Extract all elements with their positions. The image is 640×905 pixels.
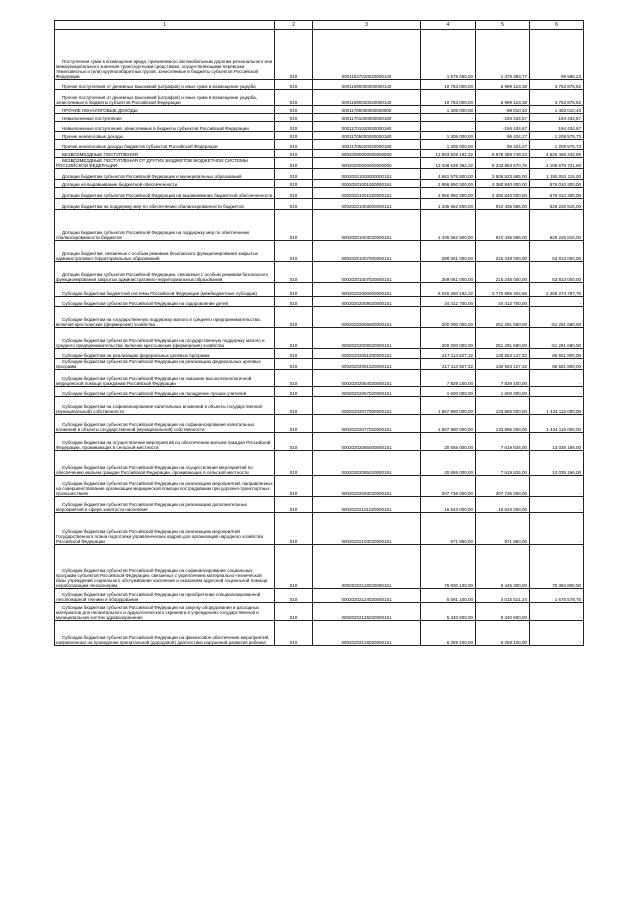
row-line-code: 010 — [275, 603, 313, 621]
row-unexecuted: 3 753 876,62 — [530, 80, 584, 90]
row-name: Субсидии бюджетам субъектов Российской Федерации на поощрение лучших учителей — [55, 387, 275, 397]
row-approved: 200 000 000,00 — [421, 307, 476, 328]
row-budget-code: 00020200000000000000 — [313, 158, 421, 169]
row-executed: 130 563 127,32 — [476, 359, 530, 370]
row-approved: 13 603 829 192,32 — [421, 150, 476, 158]
row-executed: 215 248 000,00 — [476, 241, 530, 262]
row-unexecuted: -51 291 680,00 — [530, 328, 584, 349]
row-budget-code: 00020202124020000151 — [313, 589, 421, 603]
row-approved: 20 655 000,00 — [421, 433, 476, 451]
table-row — [55, 158, 584, 169]
table-row — [55, 328, 584, 349]
row-name: Субсидии бюджетам на реализацию федеральных целевых программ — [55, 349, 275, 359]
row-unexecuted: 1 208 575,73 — [530, 140, 584, 150]
row-budget-code: 00020202000000000151 — [313, 283, 421, 297]
row-line-code: 010 — [275, 349, 313, 359]
row-line-code: 010 — [275, 262, 313, 283]
row-name: Дотации бюджетам субъектов Российской Федерации на выравнивание бюджетной обеспеченности — [55, 188, 275, 199]
row-name: Субсидии бюджетам на софинансирование капитальных вложений в объекты государственной (муниципальной) собственности — [55, 397, 275, 415]
row-line-code: 010 — [275, 188, 313, 199]
table-row — [55, 349, 584, 359]
row-budget-code: 00011637020020000140 — [313, 30, 421, 80]
row-line-code: 010 — [275, 199, 313, 210]
budget-table — [54, 20, 584, 646]
row-line-code: 010 — [275, 241, 313, 262]
row-unexecuted: 70 384 800,00 — [530, 545, 584, 589]
table-row — [55, 262, 584, 283]
row-unexecuted: 576 010 300,00 — [530, 188, 584, 199]
table-row — [55, 169, 584, 180]
row-budget-code: 00020202051000000151 — [313, 349, 421, 359]
row-name: БЕЗВОЗМЕЗДНЫЕ ПОСТУПЛЕНИЯ — [55, 150, 275, 158]
row-unexecuted: 1 434 115 000,00 — [530, 397, 584, 415]
row-executed: 7 619 834,00 — [476, 451, 530, 476]
table-row — [55, 114, 584, 122]
row-unexecuted: 86 551 800,00 — [530, 349, 584, 359]
row-approved: 217 114 927,32 — [421, 359, 476, 370]
row-approved: - — [421, 114, 476, 122]
table-row — [55, 297, 584, 307]
row-unexecuted: 1 403 010,40 — [530, 106, 584, 114]
row-unexecuted: - — [530, 621, 584, 646]
row-line-code: 010 — [275, 122, 313, 132]
row-executed: 16 543 000,00 — [476, 497, 530, 513]
row-line-code: 010 — [275, 415, 313, 433]
row-line-code: 010 — [275, 114, 313, 122]
row-approved: 5 026 260 192,32 — [421, 283, 476, 297]
row-unexecuted: 194 434,67 — [530, 122, 584, 132]
row-unexecuted: 13 035 166,00 — [530, 433, 584, 451]
row-unexecuted: 2 255 274 787,76 — [530, 283, 584, 297]
row-budget-code: 00011701000000000180 — [313, 114, 421, 122]
row-executed: 130 563 127,32 — [476, 349, 530, 359]
row-executed: 6 259 100,00 — [476, 621, 530, 646]
row-line-code: 010 — [275, 106, 313, 114]
row-budget-code: 00011701020020000180 — [313, 122, 421, 132]
header-cell: 3 — [313, 21, 421, 30]
table-row — [55, 283, 584, 297]
row-approved: 1 600 000,00 — [421, 387, 476, 397]
row-name: Субсидии бюджетам субъектов Российской Федерации на финансовое обеспечение мероприятий, направленных на проведение пренатальной (дородовой) диагностики нарушений развития ребенка — [55, 621, 275, 646]
table-row — [55, 387, 584, 397]
row-line-code: 010 — [275, 621, 313, 646]
row-executed: 971 850,00 — [476, 513, 530, 545]
row-line-code: 010 — [275, 476, 313, 497]
row-approved: 7 829 100,00 — [421, 370, 476, 387]
row-unexecuted: - — [530, 297, 584, 307]
header-cell: 4 — [421, 21, 476, 30]
table-row — [55, 80, 584, 90]
row-approved: 217 114 827,32 — [421, 349, 476, 359]
row-unexecuted: 3 753 876,62 — [530, 90, 584, 106]
row-name: Субсидии бюджетам субъектов Российской Федерации на оказание высокотехнологичной медицинской помощи гражданам Российской Федерации — [55, 370, 275, 387]
row-name: Субсидии бюджетам субъектов Российской Федерации на реализацию мероприятий, направленных на совершенствование организации медицинской помощи пострадавшим при дорожно-транспортных происшествиях — [55, 476, 275, 497]
row-executed: 133 865 000,00 — [476, 415, 530, 433]
row-executed: 251 291 680,00 — [476, 307, 530, 328]
row-line-code: 010 — [275, 359, 313, 370]
row-budget-code: 00011700000000000000 — [313, 106, 421, 114]
row-unexecuted: 99 666,23 — [530, 30, 584, 80]
table-row — [55, 415, 584, 433]
row-name: Субсидии бюджетам субъектов Российской Федерации на реализацию федеральных целевых программ — [55, 359, 275, 370]
row-budget-code: 00020202085000000151 — [313, 433, 421, 451]
row-budget-code: 00020201003000000151 — [313, 199, 421, 210]
row-unexecuted: 525 226 815,00 — [530, 199, 584, 210]
row-line-code: 010 — [275, 397, 313, 415]
row-approved: 200 000 000,00 — [421, 328, 476, 349]
row-name: Прочие поступления от денежных взысканий (штрафов) и иных сумм в возмещение ущерба — [55, 80, 275, 90]
table-row — [55, 140, 584, 150]
row-name: Прочие неналоговые доходы — [55, 132, 275, 140]
row-approved: 1 435 662 500,00 — [421, 199, 476, 210]
row-line-code: 010 — [275, 307, 313, 328]
table-row — [55, 589, 584, 603]
row-executed: 1 475 393,77 — [476, 30, 530, 80]
row-executed: 4 015 521,24 — [476, 589, 530, 603]
row-budget-code: 00020202077020000151 — [313, 415, 421, 433]
row-name: Дотации бюджетам, связанные с особым режимом безопасного функционирования закрытых административно-территориальных образований — [55, 241, 275, 262]
row-executed: 9 232 863 670,76 — [476, 158, 530, 169]
header-row — [55, 21, 584, 30]
row-budget-code: 00020202009020000151 — [313, 328, 421, 349]
row-approved: 2 956 850 300,00 — [421, 180, 476, 188]
row-budget-code: 00020202067020000151 — [313, 387, 421, 397]
row-executed: 2 770 985 404,56 — [476, 283, 530, 297]
row-budget-code: 00020202103020000151 — [313, 513, 421, 545]
row-executed: 207 736 000,00 — [476, 476, 530, 497]
row-executed: 6 999 123,38 — [476, 90, 530, 106]
row-approved: 76 830 100,00 — [421, 545, 476, 589]
table-row — [55, 180, 584, 188]
row-budget-code: 00020202101020000151 — [313, 497, 421, 513]
row-approved: 971 850,00 — [421, 513, 476, 545]
row-approved: 34 412 700,00 — [421, 297, 476, 307]
row-name: Субсидии бюджетам субъектов Российской Федерации на реализацию дополнительных мероприятий в сфере занятости населения — [55, 497, 275, 513]
row-name: Поступления сумм в возмещение вреда, причиняемого автомобильным дорогам регионального или межмуниципального значения транспортными средствами, осуществляющими перевозки тяжеловесных и (или) крупногабаритных грузов, зачисляемые в бюджеты субъектов Российской Федерации — [55, 30, 275, 80]
row-line-code: 010 — [275, 387, 313, 397]
row-name: Невыясненные поступления, зачисляемые в бюджеты субъектов Российской Федерации — [55, 122, 275, 132]
row-line-code: 010 — [275, 30, 313, 80]
row-unexecuted: 4 625 458 442,99 — [530, 150, 584, 158]
row-approved: - — [421, 122, 476, 132]
row-budget-code: 00020202009000000151 — [313, 307, 421, 328]
row-approved: 2 956 850 300,00 — [421, 188, 476, 199]
table-row — [55, 397, 584, 415]
table-row — [55, 106, 584, 114]
row-budget-code: 00020202128020000151 — [313, 621, 421, 646]
row-line-code: 010 — [275, 451, 313, 476]
row-approved: 4 681 575 800,00 — [421, 169, 476, 180]
row-unexecuted: 576 010 300,00 — [530, 180, 584, 188]
table-row — [55, 497, 584, 513]
row-name: Субсидии бюджетам субъектов Российской Федерации на оздоровление детей — [55, 297, 275, 307]
row-line-code: 010 — [275, 370, 313, 387]
row-executed: 215 248 000,00 — [476, 262, 530, 283]
row-approved: 1 305 000,00 — [421, 140, 476, 150]
row-line-code: 010 — [275, 513, 313, 545]
row-name: Субсидии бюджетам субъектов Российской Федерации на софинансирование капитальных вложений в объекты государственной (муниципальной) собственности — [55, 415, 275, 433]
row-executed: 96 424,27 — [476, 140, 530, 150]
row-budget-code: 00020201000000000151 — [313, 169, 421, 180]
row-name: Субсидии бюджетам субъектов Российской Федерации на реализацию мероприятий Государственного плана подготовки управленческих кадров для организаций народного хозяйства Российской Федерации — [55, 513, 275, 545]
row-name: Субсидии бюджетам субъектов Российской Федерации на осуществление мероприятий по обеспечению жильем граждан Российской Федерации, проживающих в сельской местности — [55, 451, 275, 476]
row-budget-code: 00020201007000000151 — [313, 241, 421, 262]
row-budget-code: 00020202118020000151 — [313, 545, 421, 589]
table-row — [55, 359, 584, 370]
row-budget-code: 00020202126020000151 — [313, 603, 421, 621]
row-executed: -194 434,67 — [476, 114, 530, 122]
table-row — [55, 513, 584, 545]
row-unexecuted: - — [530, 603, 584, 621]
row-budget-code: 00020201003020000151 — [313, 210, 421, 241]
row-budget-code: 00020000000000000000 — [313, 150, 421, 158]
row-budget-code: 00020202093020000151 — [313, 476, 421, 497]
row-executed: 910 435 685,00 — [476, 199, 530, 210]
table-row — [55, 150, 584, 158]
row-approved: 5 340 600,00 — [421, 603, 476, 621]
header-cell: 2 — [275, 21, 313, 30]
row-approved: 13 338 539 392,32 — [421, 158, 476, 169]
row-line-code: 010 — [275, 150, 313, 158]
row-executed: 96 424,27 — [476, 132, 530, 140]
row-approved: 6 259 100,00 — [421, 621, 476, 646]
row-line-code: 010 — [275, 283, 313, 297]
row-unexecuted: 1 675 578,76 — [530, 589, 584, 603]
row-name: Субсидии бюджетам на государственную поддержку малого и среднего предпринимательства, включая крестьянские (фермерские) хозяйства — [55, 307, 275, 328]
table-row — [55, 370, 584, 387]
row-approved: 289 061 000,00 — [421, 241, 476, 262]
row-name: Субсидии бюджетам на осуществление мероприятий по обеспечению жильем граждан Российской Федерации, проживающих в сельской местности — [55, 433, 275, 451]
row-line-code: 010 — [275, 169, 313, 180]
row-unexecuted: - — [530, 387, 584, 397]
row-name: ПРОЧИЕ НЕНАЛОГОВЫЕ ДОХОДЫ — [55, 106, 275, 114]
table-row — [55, 122, 584, 132]
row-name: Дотации на выравнивание бюджетной обеспеченности — [55, 180, 275, 188]
row-name: Дотации бюджетам субъектов Российской Федерации и муниципальных образований — [55, 169, 275, 180]
row-unexecuted: - — [530, 476, 584, 497]
table-row — [55, 451, 584, 476]
row-budget-code: 00020201001000000151 — [313, 180, 421, 188]
row-name: Субсидии бюджетам субъектов Российской Федерации на приобретение специализированной лесопожарной техники и оборудования — [55, 589, 275, 603]
row-executed: 2 380 840 000,00 — [476, 180, 530, 188]
row-name: Субсидии бюджетам субъектов Российской Федерации на государственную поддержку малого и среднего предпринимательства, включая крестьянские (фермерские) хозяйства — [55, 328, 275, 349]
row-approved: 1 305 000,00 — [421, 132, 476, 140]
row-line-code: 010 — [275, 545, 313, 589]
row-line-code: 010 — [275, 433, 313, 451]
table-row — [55, 433, 584, 451]
row-executed: 251 291 680,00 — [476, 328, 530, 349]
table-row — [55, 210, 584, 241]
row-line-code: 010 — [275, 180, 313, 188]
header-cell: 1 — [55, 21, 275, 30]
row-budget-code: 00011705000000000180 — [313, 132, 421, 140]
row-executed: 6 445 300,00 — [476, 545, 530, 589]
row-unexecuted: 86 551 800,00 — [530, 359, 584, 370]
row-line-code: 010 — [275, 140, 313, 150]
row-executed: 5 340 600,00 — [476, 603, 530, 621]
row-budget-code: 00020202085020000151 — [313, 451, 421, 476]
row-unexecuted: -51 291 680,00 — [530, 307, 584, 328]
row-unexecuted: 1 434 115 000,00 — [530, 415, 584, 433]
table-row — [55, 603, 584, 621]
row-name: Дотации бюджетам субъектов Российской Федерации, связанные с особым режимом безопасного функционирования закрытых административно-территориальных образований — [55, 262, 275, 283]
row-line-code: 010 — [275, 158, 313, 169]
row-unexecuted: 53 813 000,00 — [530, 262, 584, 283]
row-approved: 269 061 000,00 — [421, 262, 476, 283]
table-row — [55, 241, 584, 262]
row-executed: 7 829 100,00 — [476, 370, 530, 387]
row-unexecuted: 4 105 675 721,56 — [530, 158, 584, 169]
table-row — [55, 199, 584, 210]
row-line-code: 010 — [275, 80, 313, 90]
row-line-code: 010 — [275, 297, 313, 307]
row-budget-code: 00011690020020000140 — [313, 90, 421, 106]
row-approved: 1 575 060,00 — [421, 30, 476, 80]
row-executed: 8 978 359 749,33 — [476, 150, 530, 158]
row-line-code: 010 — [275, 497, 313, 513]
row-name: Субсидии бюджетам субъектов Российской Федерации на закупку оборудования и расходных материалов для неонатального и аудиологического скрининга в учреждениях государственной и муниципальной систем здравоохранения — [55, 603, 275, 621]
row-name: Субсидии бюджетам бюджетной системы Российской Федерации (межбюджетные субсидии) — [55, 283, 275, 297]
row-budget-code: 00011705020020000180 — [313, 140, 421, 150]
row-name: Прочие поступления от денежных взысканий (штрафов) и иных сумм в возмещение ущерба, зачисляемые в бюджеты субъектов Российской Федерации — [55, 90, 275, 106]
table-row — [55, 476, 584, 497]
row-executed: 3 506 523 685,00 — [476, 169, 530, 180]
row-budget-code: 00020202077000000151 — [313, 397, 421, 415]
row-executed: 6 999 123,38 — [476, 80, 530, 90]
row-line-code: 010 — [275, 210, 313, 241]
row-unexecuted: - — [530, 513, 584, 545]
row-executed: 910 435 685,00 — [476, 210, 530, 241]
row-unexecuted: 1 155 052 115,00 — [530, 169, 584, 180]
row-unexecuted: 53 813 000,00 — [530, 241, 584, 262]
row-unexecuted: 194 434,67 — [530, 114, 584, 122]
row-name: Невыясненные поступления — [55, 114, 275, 122]
row-line-code: 010 — [275, 90, 313, 106]
row-budget-code: 00011690000000000140 — [313, 80, 421, 90]
row-budget-code: 00020202054020000151 — [313, 370, 421, 387]
row-unexecuted: 1 208 575,73 — [530, 132, 584, 140]
row-unexecuted: 13 035 166,00 — [530, 451, 584, 476]
row-budget-code: 00020202051020000151 — [313, 359, 421, 370]
table-row — [55, 30, 584, 80]
row-executed: -194 434,67 — [476, 122, 530, 132]
table-row — [55, 545, 584, 589]
row-budget-code: 00020201001020000151 — [313, 188, 421, 199]
row-approved: 5 691 100,00 — [421, 589, 476, 603]
row-line-code: 010 — [275, 589, 313, 603]
row-executed: 7 619 834,00 — [476, 433, 530, 451]
row-unexecuted: - — [530, 370, 584, 387]
row-unexecuted: - — [530, 497, 584, 513]
row-approved: 1 435 662 500,00 — [421, 210, 476, 241]
row-budget-code: 00020201007020000151 — [313, 262, 421, 283]
row-approved: 20 655 000,00 — [421, 451, 476, 476]
row-line-code: 010 — [275, 132, 313, 140]
header-cell: 6 — [530, 21, 584, 30]
row-executed: 2 380 840 000,00 — [476, 188, 530, 199]
row-unexecuted: 525 226 815,00 — [530, 210, 584, 241]
row-line-code: 010 — [275, 328, 313, 349]
row-name: Прочие неналоговые доходы бюджетов субъектов Российской Федерации — [55, 140, 275, 150]
row-approved: 10 753 000,00 — [421, 80, 476, 90]
row-name: БЕЗВОЗМЕЗДНЫЕ ПОСТУПЛЕНИЯ ОТ ДРУГИХ БЮДЖЕТОВ БЮДЖЕТНОЙ СИСТЕМЫ РОССИЙСКОЙ ФЕДЕРАЦИИ — [55, 158, 275, 169]
row-approved: 10 753 000,00 — [421, 90, 476, 106]
row-name: Дотации бюджетам субъектов Российской Федерации на поддержку мер по обеспечению сбалансированности бюджетов — [55, 210, 275, 241]
row-budget-code: 00020202009020000151 — [313, 297, 421, 307]
table-row — [55, 621, 584, 646]
header-cell: 5 — [476, 21, 530, 30]
table-row — [55, 132, 584, 140]
row-name: Субсидии бюджетам субъектов Российской Федерации на софинансирование социальных программ субъектов Российской Федерации, связанных с укреплением материально-технической базы учреждений социального обслуживания населения и оказанием адресной социальной помощи неработающим пенсионерам — [55, 545, 275, 589]
row-approved: 16 543 000,00 — [421, 497, 476, 513]
row-executed: 1 600 000,00 — [476, 387, 530, 397]
row-approved: 207 736 000,00 — [421, 476, 476, 497]
row-executed: 133 865 000,00 — [476, 397, 530, 415]
row-executed: -98 010,40 — [476, 106, 530, 114]
row-approved: 1 567 980 000,00 — [421, 415, 476, 433]
row-executed: 34 412 700,00 — [476, 297, 530, 307]
row-approved: 1 305 000,00 — [421, 106, 476, 114]
table-row — [55, 90, 584, 106]
row-name: Дотации бюджетам на поддержку мер по обеспечению сбалансированности бюджетов — [55, 199, 275, 210]
row-approved: 1 567 980 000,00 — [421, 397, 476, 415]
table-row — [55, 188, 584, 199]
table-row — [55, 307, 584, 328]
